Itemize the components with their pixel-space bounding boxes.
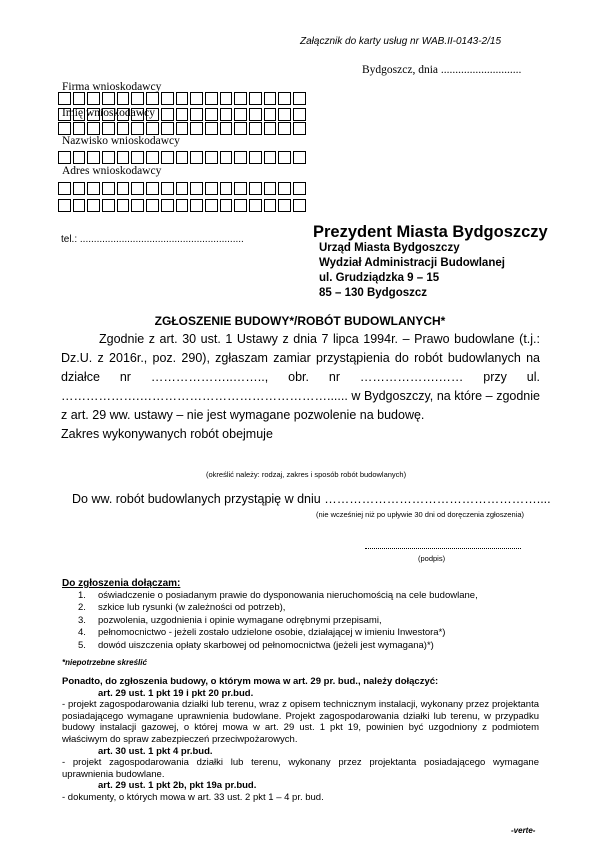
letter-box-row[interactable] xyxy=(58,199,308,212)
recipient-title: Prezydent Miasta Bydgoszczy xyxy=(313,223,548,241)
field-label: Imię wnioskodawcy xyxy=(62,107,155,119)
letter-box[interactable] xyxy=(102,182,115,195)
letter-box[interactable] xyxy=(190,182,203,195)
letter-box[interactable] xyxy=(87,122,100,135)
letter-box[interactable] xyxy=(205,122,218,135)
field-label: Firma wnioskodawcy xyxy=(62,81,162,93)
letter-box[interactable] xyxy=(161,92,174,105)
letter-box[interactable] xyxy=(249,122,262,135)
letter-box[interactable] xyxy=(278,151,291,164)
letter-box[interactable] xyxy=(234,199,247,212)
letter-box[interactable] xyxy=(87,182,100,195)
list-item: 2. szkice lub rysunki (w zależności od potrzeb), xyxy=(78,602,286,614)
letter-box[interactable] xyxy=(293,92,306,105)
letter-box[interactable] xyxy=(249,92,262,105)
letter-box[interactable] xyxy=(102,122,115,135)
letter-box[interactable] xyxy=(58,92,71,105)
letter-box[interactable] xyxy=(190,151,203,164)
letter-box[interactable] xyxy=(278,92,291,105)
recipient-line: Urząd Miasta Bydgoszczy xyxy=(319,242,460,254)
letter-box[interactable] xyxy=(161,151,174,164)
letter-box[interactable] xyxy=(176,151,189,164)
letter-box[interactable] xyxy=(264,151,277,164)
letter-box[interactable] xyxy=(234,108,247,121)
letter-box[interactable] xyxy=(293,151,306,164)
letter-box[interactable] xyxy=(220,182,233,195)
scope-hint: (określić należy: rodzaj, zakres i sposób robót budowlanych) xyxy=(206,470,407,479)
start-date-field[interactable]: Do ww. robót budowlanych przystąpię w dniu …………………………………………….... xyxy=(72,492,551,506)
letter-box[interactable] xyxy=(293,199,306,212)
letter-box[interactable] xyxy=(190,199,203,212)
list-item: 3. pozwolenia, uzgodnienia i opinie wymagane odrębnymi przepisami, xyxy=(78,614,382,626)
letter-box[interactable] xyxy=(117,182,130,195)
letter-box[interactable] xyxy=(205,199,218,212)
letter-box[interactable] xyxy=(146,151,159,164)
letter-box[interactable] xyxy=(190,122,203,135)
letter-box[interactable] xyxy=(190,108,203,121)
letter-box[interactable] xyxy=(161,182,174,195)
letter-box[interactable] xyxy=(117,151,130,164)
letter-box[interactable] xyxy=(146,199,159,212)
letter-box[interactable] xyxy=(131,92,144,105)
letter-box[interactable] xyxy=(234,92,247,105)
letter-box[interactable] xyxy=(117,92,130,105)
letter-box-row[interactable] xyxy=(58,122,308,135)
letter-box[interactable] xyxy=(249,182,262,195)
city-date-field[interactable]: Bydgoszcz, dnia ............................ xyxy=(362,64,522,76)
list-item: 1. oświadczenie o posiadanym prawie do dysponowania nieruchomością na cele budowlane, xyxy=(78,590,478,601)
letter-box[interactable] xyxy=(264,122,277,135)
letter-box[interactable] xyxy=(131,182,144,195)
footnote: *niepotrzebne skreślić xyxy=(62,658,147,667)
letter-box[interactable] xyxy=(234,182,247,195)
letter-box[interactable] xyxy=(220,199,233,212)
letter-box[interactable] xyxy=(293,182,306,195)
letter-box-row[interactable] xyxy=(58,92,308,105)
requirement-item: - dokumenty, o których mowa w art. 33 ust. 2 pkt 1 – 4 pr. bud. xyxy=(62,791,324,803)
requirement-item: - projekt zagospodarowania działki lub terenu, wraz z opisem technicznym instalacji, wykonany przez projektanta posiadającego wymagane uprawnienia budowlane. Projekt zagospodarowania działki lub terenu, w przypadku budowy instalacji gazowej, o której mowa w art. 29 ust. 1 pkt 19, powinien być uzgodniony z podmiotem właściwym do spraw zabezpieczeń przeciwpożarowych. xyxy=(62,699,539,745)
letter-box[interactable] xyxy=(190,92,203,105)
letter-box[interactable] xyxy=(293,122,306,135)
letter-box[interactable] xyxy=(176,182,189,195)
letter-box[interactable] xyxy=(278,199,291,212)
letter-box[interactable] xyxy=(131,151,144,164)
letter-box[interactable] xyxy=(73,151,86,164)
field-label: Adres wnioskodawcy xyxy=(62,165,162,177)
scope-label: Zakres wykonywanych robót obejmuje xyxy=(61,427,273,441)
field-label: Nazwisko wnioskodawcy xyxy=(62,135,180,147)
letter-box[interactable] xyxy=(131,199,144,212)
letter-box[interactable] xyxy=(249,199,262,212)
letter-box[interactable] xyxy=(146,122,159,135)
letter-box[interactable] xyxy=(293,108,306,121)
letter-box[interactable] xyxy=(249,108,262,121)
letter-box[interactable] xyxy=(87,151,100,164)
letter-box[interactable] xyxy=(117,199,130,212)
section-heading: art. 29 ust. 1 pkt 2b, pkt 19a pr.bud. xyxy=(98,780,257,792)
letter-box[interactable] xyxy=(146,182,159,195)
notification-body xyxy=(61,330,540,444)
list-item: 4. pełnomocnictwo - jeżeli zostało udzielone osobie, działającej w imieniu Inwestora*) xyxy=(78,627,446,639)
letter-box[interactable] xyxy=(220,92,233,105)
recipient-line: 85 – 130 Bydgoszcz xyxy=(319,287,428,299)
section-heading: art. 30 ust. 1 pkt 4 pr.bud. xyxy=(98,745,213,757)
letter-box[interactable] xyxy=(205,92,218,105)
letter-box-row[interactable] xyxy=(58,151,308,164)
letter-box[interactable] xyxy=(87,199,100,212)
requirement-item: - projekt zagospodarowania działki lub terenu, wykonany przez projektanta posiadającego wymagane uprawnienia budowlane. xyxy=(62,757,539,780)
letter-box[interactable] xyxy=(58,151,71,164)
letter-box[interactable] xyxy=(220,108,233,121)
additional-requirements xyxy=(62,676,539,804)
letter-box[interactable] xyxy=(176,92,189,105)
recipient-line: Wydział Administracji Budowlanej xyxy=(319,257,505,269)
letter-box[interactable] xyxy=(146,92,159,105)
section-heading: art. 29 ust. 1 pkt 19 i pkt 20 pr.bud. xyxy=(98,687,254,699)
letter-box[interactable] xyxy=(278,108,291,121)
letter-box[interactable] xyxy=(264,92,277,105)
letter-box[interactable] xyxy=(73,122,86,135)
letter-box[interactable] xyxy=(264,182,277,195)
letter-box[interactable] xyxy=(234,151,247,164)
signature-line[interactable] xyxy=(365,548,521,549)
letter-box[interactable] xyxy=(161,122,174,135)
letter-box-row[interactable] xyxy=(58,182,308,195)
letter-box[interactable] xyxy=(205,151,218,164)
attachment-reference: Załącznik do karty usług nr WAB.II-0143-2/15 xyxy=(300,36,502,47)
attachments-list xyxy=(78,590,478,652)
signature-label: (podpis) xyxy=(418,554,446,563)
letter-box[interactable] xyxy=(264,199,277,212)
letter-box[interactable] xyxy=(73,92,86,105)
letter-box[interactable] xyxy=(131,122,144,135)
letter-box[interactable] xyxy=(161,199,174,212)
letter-box[interactable] xyxy=(278,182,291,195)
phone-field[interactable]: tel.: ........................................................... xyxy=(61,234,244,245)
letter-box[interactable] xyxy=(58,182,71,195)
letter-box[interactable] xyxy=(58,199,71,212)
letter-box[interactable] xyxy=(87,92,100,105)
letter-box[interactable] xyxy=(278,122,291,135)
letter-box[interactable] xyxy=(249,151,262,164)
notification-paragraph: Zgodnie z art. 30 ust. 1 Ustawy z dnia 7 lipca 1994r. – Prawo budowlane (t.j.: Dz.U. z 2016r., poz. 290), zgłaszam zamiar przystąpienia do robót budowlanych na działce nr ………………..…….., obr. nr ……………….…… przy ul. ……………….………………………………………...... w Bydgoszczy, na które – zgodnie z art. 29 ww. ustawy – nie jest wymagane pozwolenie na budowę. xyxy=(61,332,540,422)
letter-box[interactable] xyxy=(220,122,233,135)
list-item: 5. dowód uiszczenia opłaty skarbowej od pełnomocnictwa (jeżeli jest wymagana)*) xyxy=(78,639,434,651)
start-date-hint: (nie wcześniej niż po upływie 30 dni od doręczenia zgłoszenia) xyxy=(316,510,525,519)
letter-box[interactable] xyxy=(58,122,71,135)
letter-box[interactable] xyxy=(117,122,130,135)
letter-box[interactable] xyxy=(234,122,247,135)
letter-box[interactable] xyxy=(205,108,218,121)
letter-box[interactable] xyxy=(73,182,86,195)
letter-box[interactable] xyxy=(176,122,189,135)
letter-box[interactable] xyxy=(264,108,277,121)
verte-mark: -verte- xyxy=(511,826,536,835)
letter-box[interactable] xyxy=(73,199,86,212)
attachments-heading: Do zgłoszenia dołączam: xyxy=(62,578,181,589)
letter-box[interactable] xyxy=(102,199,115,212)
letter-box[interactable] xyxy=(102,151,115,164)
letter-box[interactable] xyxy=(176,199,189,212)
letter-box[interactable] xyxy=(176,108,189,121)
letter-box[interactable] xyxy=(205,182,218,195)
form-title: ZGŁOSZENIE BUDOWY*/ROBÓT BUDOWLANYCH* xyxy=(154,314,446,328)
recipient-line: ul. Grudziądzka 9 – 15 xyxy=(319,272,440,284)
letter-box[interactable] xyxy=(161,108,174,121)
letter-box[interactable] xyxy=(102,92,115,105)
additional-intro: Ponadto, do zgłoszenia budowy, o którym mowa w art. 29 pr. bud., należy dołączyć: xyxy=(62,676,439,687)
letter-box[interactable] xyxy=(220,151,233,164)
